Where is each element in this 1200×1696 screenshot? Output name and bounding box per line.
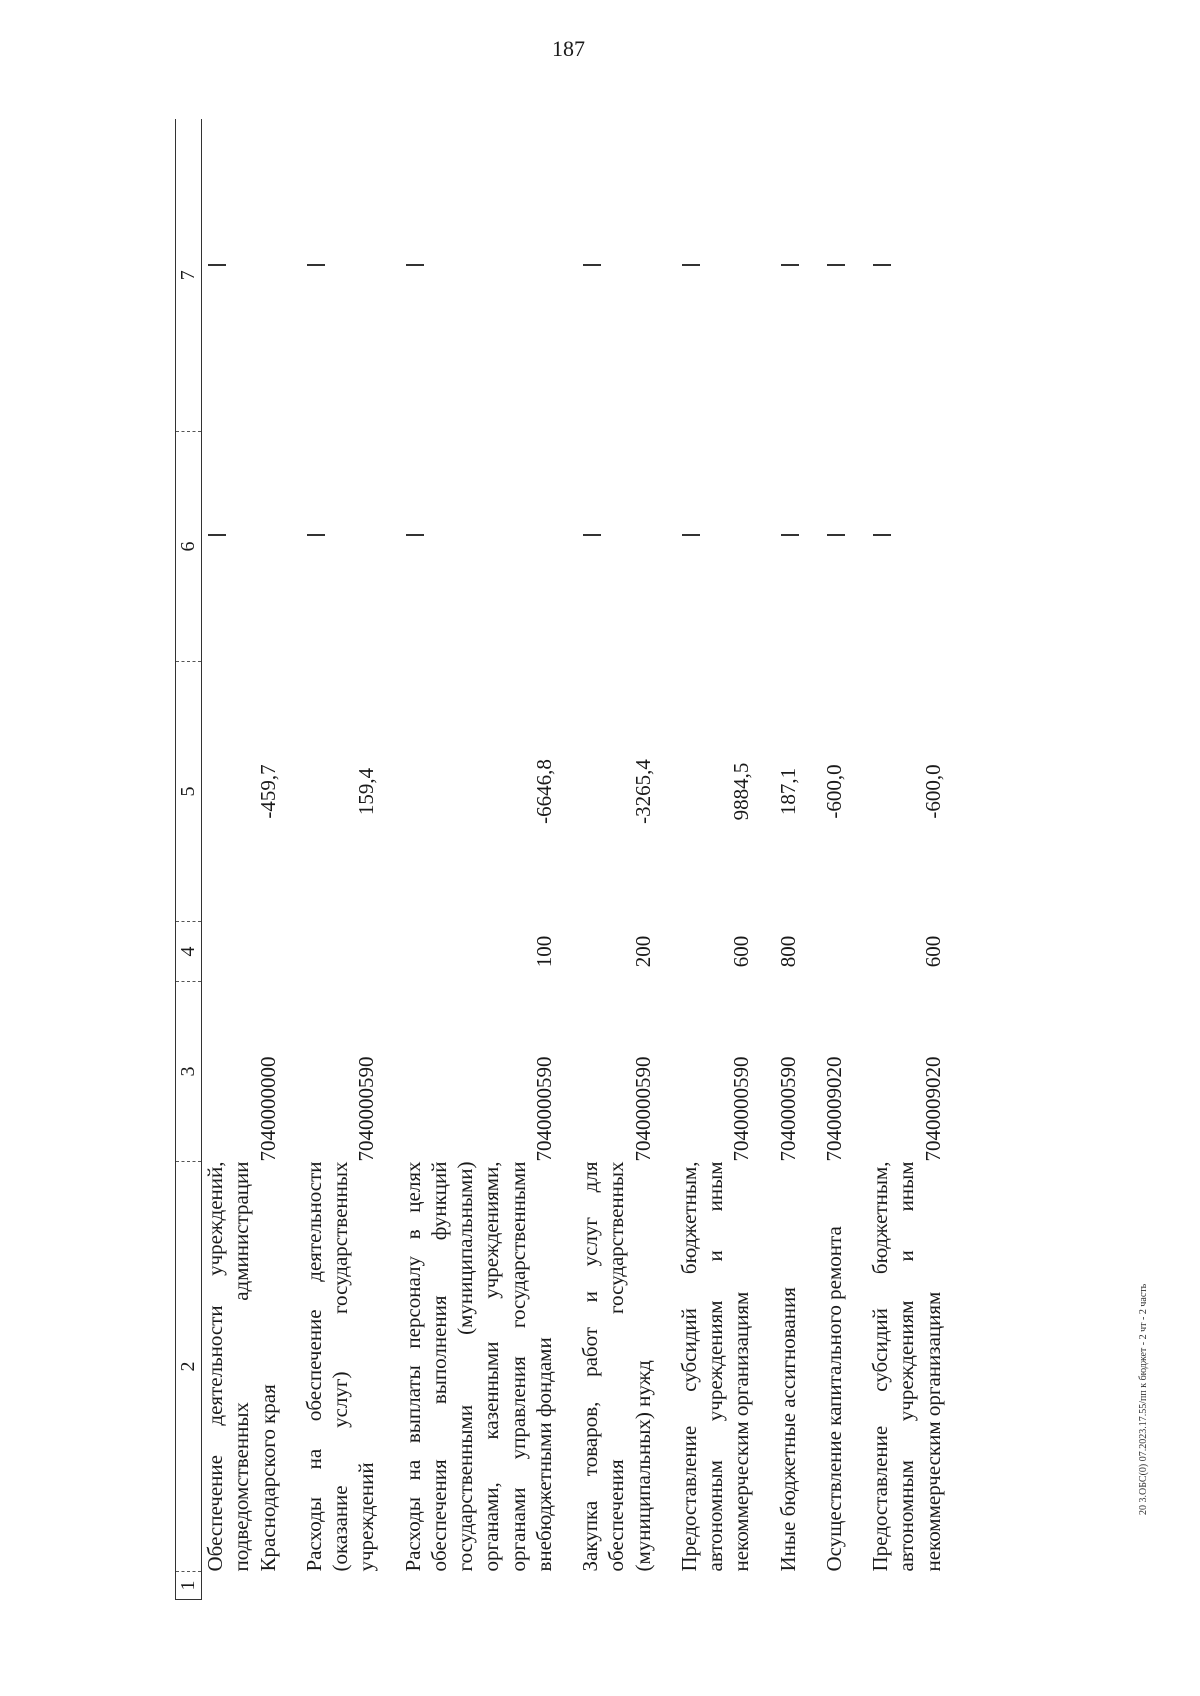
row-amount: -600,0 <box>821 764 846 819</box>
row-type: 200 <box>630 935 655 968</box>
table-header-row <box>176 120 202 1600</box>
row-code: 7040000590 <box>354 1056 379 1162</box>
row-code: 7040000590 <box>630 1056 655 1162</box>
dash-mark <box>583 265 601 267</box>
footer-note: 20 3.ОБС(0) 07.2023.17.55/пп к бюджет - 2 чт - 2 часть <box>1138 1283 1149 1515</box>
row-code: 7040000590 <box>775 1056 800 1162</box>
dash-mark <box>307 535 325 537</box>
budget-table <box>175 120 946 1601</box>
dash-mark <box>208 265 226 267</box>
row-type: 100 <box>531 935 556 968</box>
dash-mark <box>781 535 799 537</box>
row-name: Обеспечение деятельности учреждений, подведомственных администрации Краснодарского края <box>203 1161 280 1572</box>
row-type: 800 <box>775 935 800 968</box>
header-col-7: 7 <box>176 120 202 432</box>
dash-mark <box>208 535 226 537</box>
row-type <box>821 922 847 982</box>
row-amount: -6646,8 <box>531 759 556 824</box>
row-name: Предоставление субсидий бюджетным, автономным учреждениям и иным некоммерческим организациям <box>868 1161 945 1572</box>
row-amount: 159,4 <box>354 767 379 816</box>
row-type: 600 <box>920 935 945 968</box>
row-name: Предоставление субсидий бюджетным, автономным учреждениям и иным некоммерческим организациям <box>676 1161 754 1572</box>
row-name: Иные бюджетные ассигнования <box>775 1287 800 1572</box>
header-col-3: 3 <box>176 982 202 1162</box>
page-number: 187 <box>552 36 585 61</box>
dash-mark <box>873 535 891 537</box>
row-name: Осуществление капитального ремонта <box>821 1226 846 1572</box>
row-name: Расходы на выплаты персоналу в целях обеспечения выполнения функций государственными (муниципальными) органами, казенными учреждениями, органами управления государственными внебюджетными фондами <box>400 1161 556 1572</box>
row-name: Расходы на обеспечение деятельности (оказание услуг) государственных учреждений <box>301 1161 379 1572</box>
dash-mark <box>583 535 601 537</box>
row-code: 7040000000 <box>255 1056 280 1162</box>
row-amount: -459,7 <box>255 764 280 819</box>
row-code: 7040000590 <box>729 1056 754 1162</box>
dash-mark <box>781 265 799 267</box>
row-type <box>301 922 380 982</box>
table-row <box>821 120 847 1600</box>
header-col-4: 4 <box>176 922 202 982</box>
table-row <box>577 120 656 1600</box>
dash-mark <box>406 535 424 537</box>
table-row <box>202 120 281 1600</box>
header-col-6: 6 <box>176 432 202 662</box>
row-name: Закупка товаров, работ и услуг для обеспечения государственных (муниципальных) нужд <box>578 1161 655 1572</box>
row-amount: -3265,4 <box>630 759 655 824</box>
header-col-5: 5 <box>176 662 202 922</box>
row-code: 7040009020 <box>920 1056 945 1162</box>
row-type <box>202 922 281 982</box>
dash-mark <box>873 265 891 267</box>
header-col-2: 2 <box>176 1162 202 1572</box>
table-row <box>400 120 558 1600</box>
row-amount: 187,1 <box>775 767 800 816</box>
dash-mark <box>406 265 424 267</box>
table-row <box>775 120 801 1600</box>
header-col-1: 1 <box>176 1572 202 1600</box>
dash-mark <box>682 535 700 537</box>
rotated-table-container <box>175 120 1165 1600</box>
dash-mark <box>682 265 700 267</box>
table-row <box>301 120 380 1600</box>
row-amount: 9884,5 <box>729 762 754 821</box>
row-code: 7040000590 <box>531 1056 556 1162</box>
row-code: 7040009020 <box>821 1056 846 1162</box>
dash-mark <box>827 265 845 267</box>
dash-mark <box>827 535 845 537</box>
table-row <box>867 120 946 1600</box>
row-type: 600 <box>729 935 754 968</box>
dash-mark <box>307 265 325 267</box>
table-row <box>676 120 755 1600</box>
row-amount: -600,0 <box>920 764 945 819</box>
